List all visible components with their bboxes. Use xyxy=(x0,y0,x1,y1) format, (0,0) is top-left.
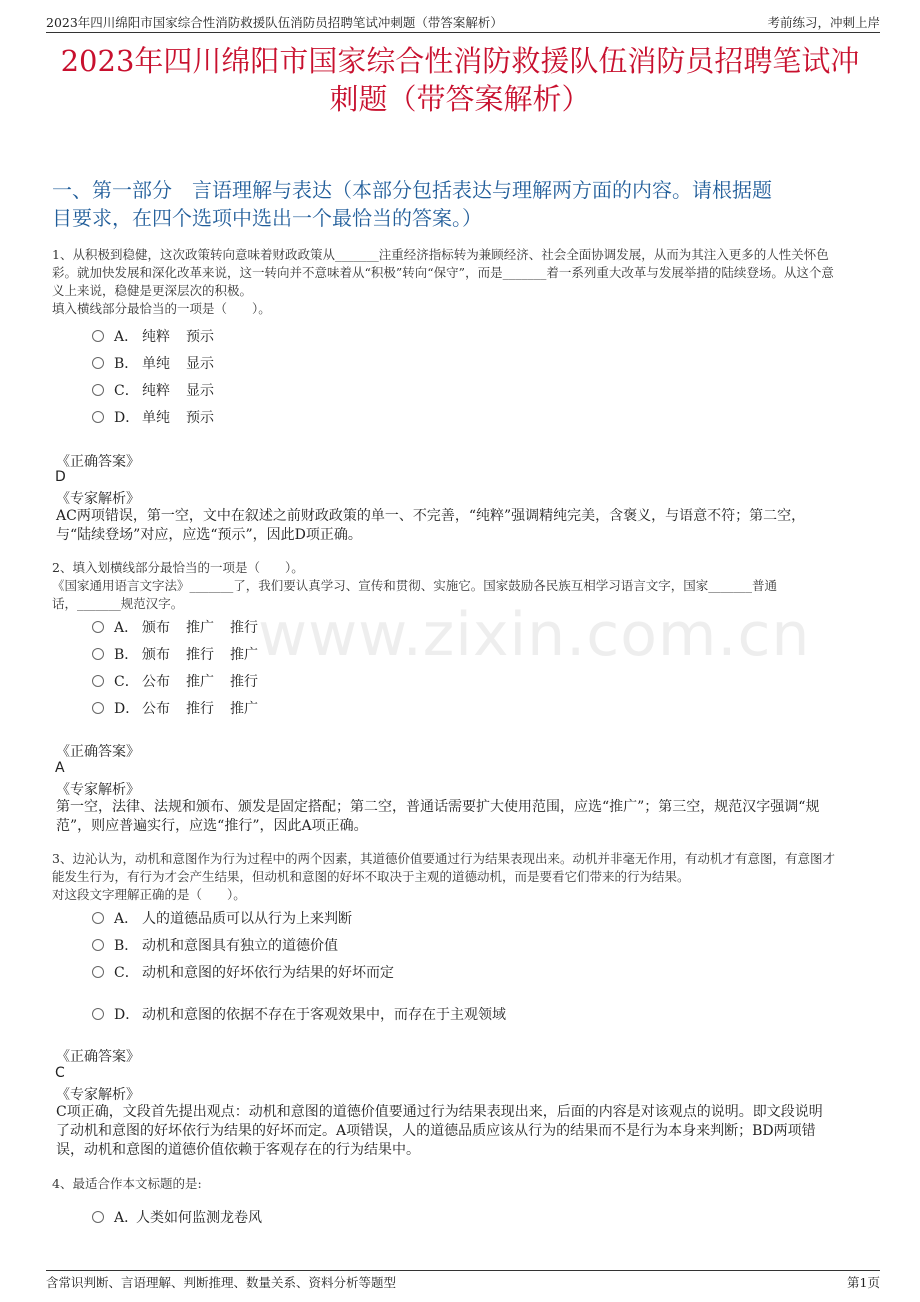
analysis-line: C项正确，文段首先提出观点：动机和意图的道德价值要通过行为结果表现出来，后面的内容是对该观点的说明。即文段说明 xyxy=(56,1104,823,1120)
radio-icon[interactable] xyxy=(92,912,104,924)
radio-icon[interactable] xyxy=(92,384,104,396)
analysis-line: 第一空，法律、法规和颁布、颁发是固定搭配；第二空，普通话需要扩大使用范围，应选“推广”；第三空，规范汉字强调“规 xyxy=(56,799,820,815)
radio-icon[interactable] xyxy=(92,330,104,342)
answer-label: 《正确答案》 xyxy=(56,454,140,470)
radio-icon[interactable] xyxy=(92,1211,104,1223)
question-1-option-c[interactable]: C． 纯粹 显示 xyxy=(92,381,230,401)
header-title: 2023年四川绵阳市国家综合性消防救援队伍消防员招聘笔试冲刺题（带答案解析） xyxy=(46,15,503,30)
question-3-option-a[interactable]: A． 人的道德品质可以从行为上来判断 xyxy=(92,909,368,929)
analysis-label: 《专家解析》 xyxy=(56,1087,140,1103)
section-heading xyxy=(52,176,880,232)
section-heading-line-1: 一、第一部分 言语理解与表达（本部分包括表达与理解两方面的内容。请根据题 xyxy=(52,178,772,202)
question-2-text xyxy=(52,559,876,613)
question-3-answer: C xyxy=(55,1065,65,1081)
radio-icon[interactable] xyxy=(92,357,104,369)
page-header xyxy=(46,10,880,33)
answer-label: 《正确答案》 xyxy=(56,744,140,760)
question-text-line: 能发生行为，有行为才会产生结果，但动机和意图的好坏不取决于主观的道德动机，而是要看它们带来的行为结果。 xyxy=(52,869,690,884)
question-text-line: 填入横线部分最恰当的一项是（ ）。 xyxy=(52,301,271,316)
document-title xyxy=(40,42,880,118)
question-2-option-d[interactable]: D． 公布 推行 推广 xyxy=(92,699,274,719)
question-text-line: 3、边沁认为，动机和意图作为行为过程中的两个因素，其道德价值要通过行为结果表现出来。动机并非毫无作用，有动机才有意图，有意图才 xyxy=(52,851,835,866)
question-1-analysis xyxy=(56,507,880,545)
radio-icon[interactable] xyxy=(92,939,104,951)
question-4-text xyxy=(52,1175,876,1193)
radio-icon[interactable] xyxy=(92,1008,104,1020)
radio-icon[interactable] xyxy=(92,411,104,423)
question-text-line: 2、填入划横线部分最恰当的一项是（ ）。 xyxy=(52,560,304,575)
question-3-option-b[interactable]: B． 动机和意图具有独立的道德价值 xyxy=(92,936,354,956)
question-1-option-b[interactable]: B． 单纯 显示 xyxy=(92,354,230,374)
question-1-text xyxy=(52,246,876,318)
question-text-line: 义上来说，稳健是更深层次的积极。 xyxy=(52,283,253,298)
radio-icon[interactable] xyxy=(92,675,104,687)
analysis-label: 《专家解析》 xyxy=(56,491,140,507)
question-2-option-b[interactable]: B． 颁布 推行 推广 xyxy=(92,645,274,665)
page-number: 第1页 xyxy=(847,1275,880,1290)
question-4-option-a[interactable]: A．人类如何监测龙卷风 xyxy=(92,1208,278,1228)
section-heading-line-2: 目要求，在四个选项中选出一个最恰当的答案。） xyxy=(52,206,482,230)
analysis-line: 了动机和意图的好坏依行为结果的好坏而定。A项错误，人的道德品质应该从行为的结果而不是行为本身来判断；BD两项错 xyxy=(56,1123,816,1139)
question-3-option-d[interactable]: D． 动机和意图的依据不存在于客观效果中，而存在于主观领域 xyxy=(92,1005,522,1025)
analysis-line: 范”，则应普遍实行，应选“推行”，因此A项正确。 xyxy=(56,818,368,834)
analysis-line: AC两项错误，第一空，文中在叙述之前财政政策的单一、不完善，“纯粹”强调精纯完美，含褒义，与语意不符；第二空， xyxy=(56,508,806,524)
question-text-line: 话，_______规范汉字。 xyxy=(52,596,184,611)
radio-icon[interactable] xyxy=(92,702,104,714)
footer-note: 含常识判断、言语理解、判断推理、数量关系、资料分析等题型 xyxy=(46,1275,397,1290)
question-3-text xyxy=(52,850,876,904)
question-1-option-a[interactable]: A． 纯粹 预示 xyxy=(92,327,230,347)
document-title-line-2: 刺题（带答案解析） xyxy=(329,82,591,116)
question-1-option-d[interactable]: D． 单纯 预示 xyxy=(92,408,230,428)
question-2-analysis xyxy=(56,798,880,836)
watermark: www.zixin.com.cn xyxy=(258,600,811,670)
radio-icon[interactable] xyxy=(92,648,104,660)
question-2-option-a[interactable]: A． 颁布 推广 推行 xyxy=(92,618,274,638)
analysis-line: 与“陆续登场”对应，应选“预示”，因此D项正确。 xyxy=(56,527,362,543)
question-3-analysis xyxy=(56,1103,880,1160)
question-text-line: 《国家通用语言文字法》_______了，我们要认真学习、宣传和贯彻、实施它。国家鼓励各民族互相学习语言文字，国家_______普通 xyxy=(52,578,778,593)
question-text-line: 1、从积极到稳健，这次政策转向意味着财政政策从_______注重经济指标转为兼顾经济、社会全面协调发展，从而为其注入更多的人性关怀色 xyxy=(52,247,829,262)
analysis-line: 误，动机和意图的道德价值依赖于客观存在的行为结果中。 xyxy=(56,1142,420,1158)
question-3-option-c[interactable]: C． 动机和意图的好坏依行为结果的好坏而定 xyxy=(92,963,410,983)
question-text-line: 4、最适合作本文标题的是: xyxy=(52,1176,202,1191)
document-title-line-1: 2023年四川绵阳市国家综合性消防救援队伍消防员招聘笔试冲 xyxy=(60,44,860,78)
analysis-label: 《专家解析》 xyxy=(56,782,140,798)
question-2-answer: A xyxy=(55,760,65,776)
radio-icon[interactable] xyxy=(92,966,104,978)
question-text-line: 对这段文字理解正确的是（ ）。 xyxy=(52,887,246,902)
question-text-line: 彩。就加快发展和深化改革来说，这一转向并不意味着从“积极”转向“保守”，而是_______着一系列重大改革与发展举措的陆续登场。从这个意 xyxy=(52,265,834,280)
question-1-answer: D xyxy=(55,469,66,485)
radio-icon[interactable] xyxy=(92,621,104,633)
header-slogan: 考前练习，冲刺上岸 xyxy=(767,15,880,30)
page-footer xyxy=(46,1270,880,1293)
answer-label: 《正确答案》 xyxy=(56,1049,140,1065)
question-2-option-c[interactable]: C． 公布 推广 推行 xyxy=(92,672,274,692)
